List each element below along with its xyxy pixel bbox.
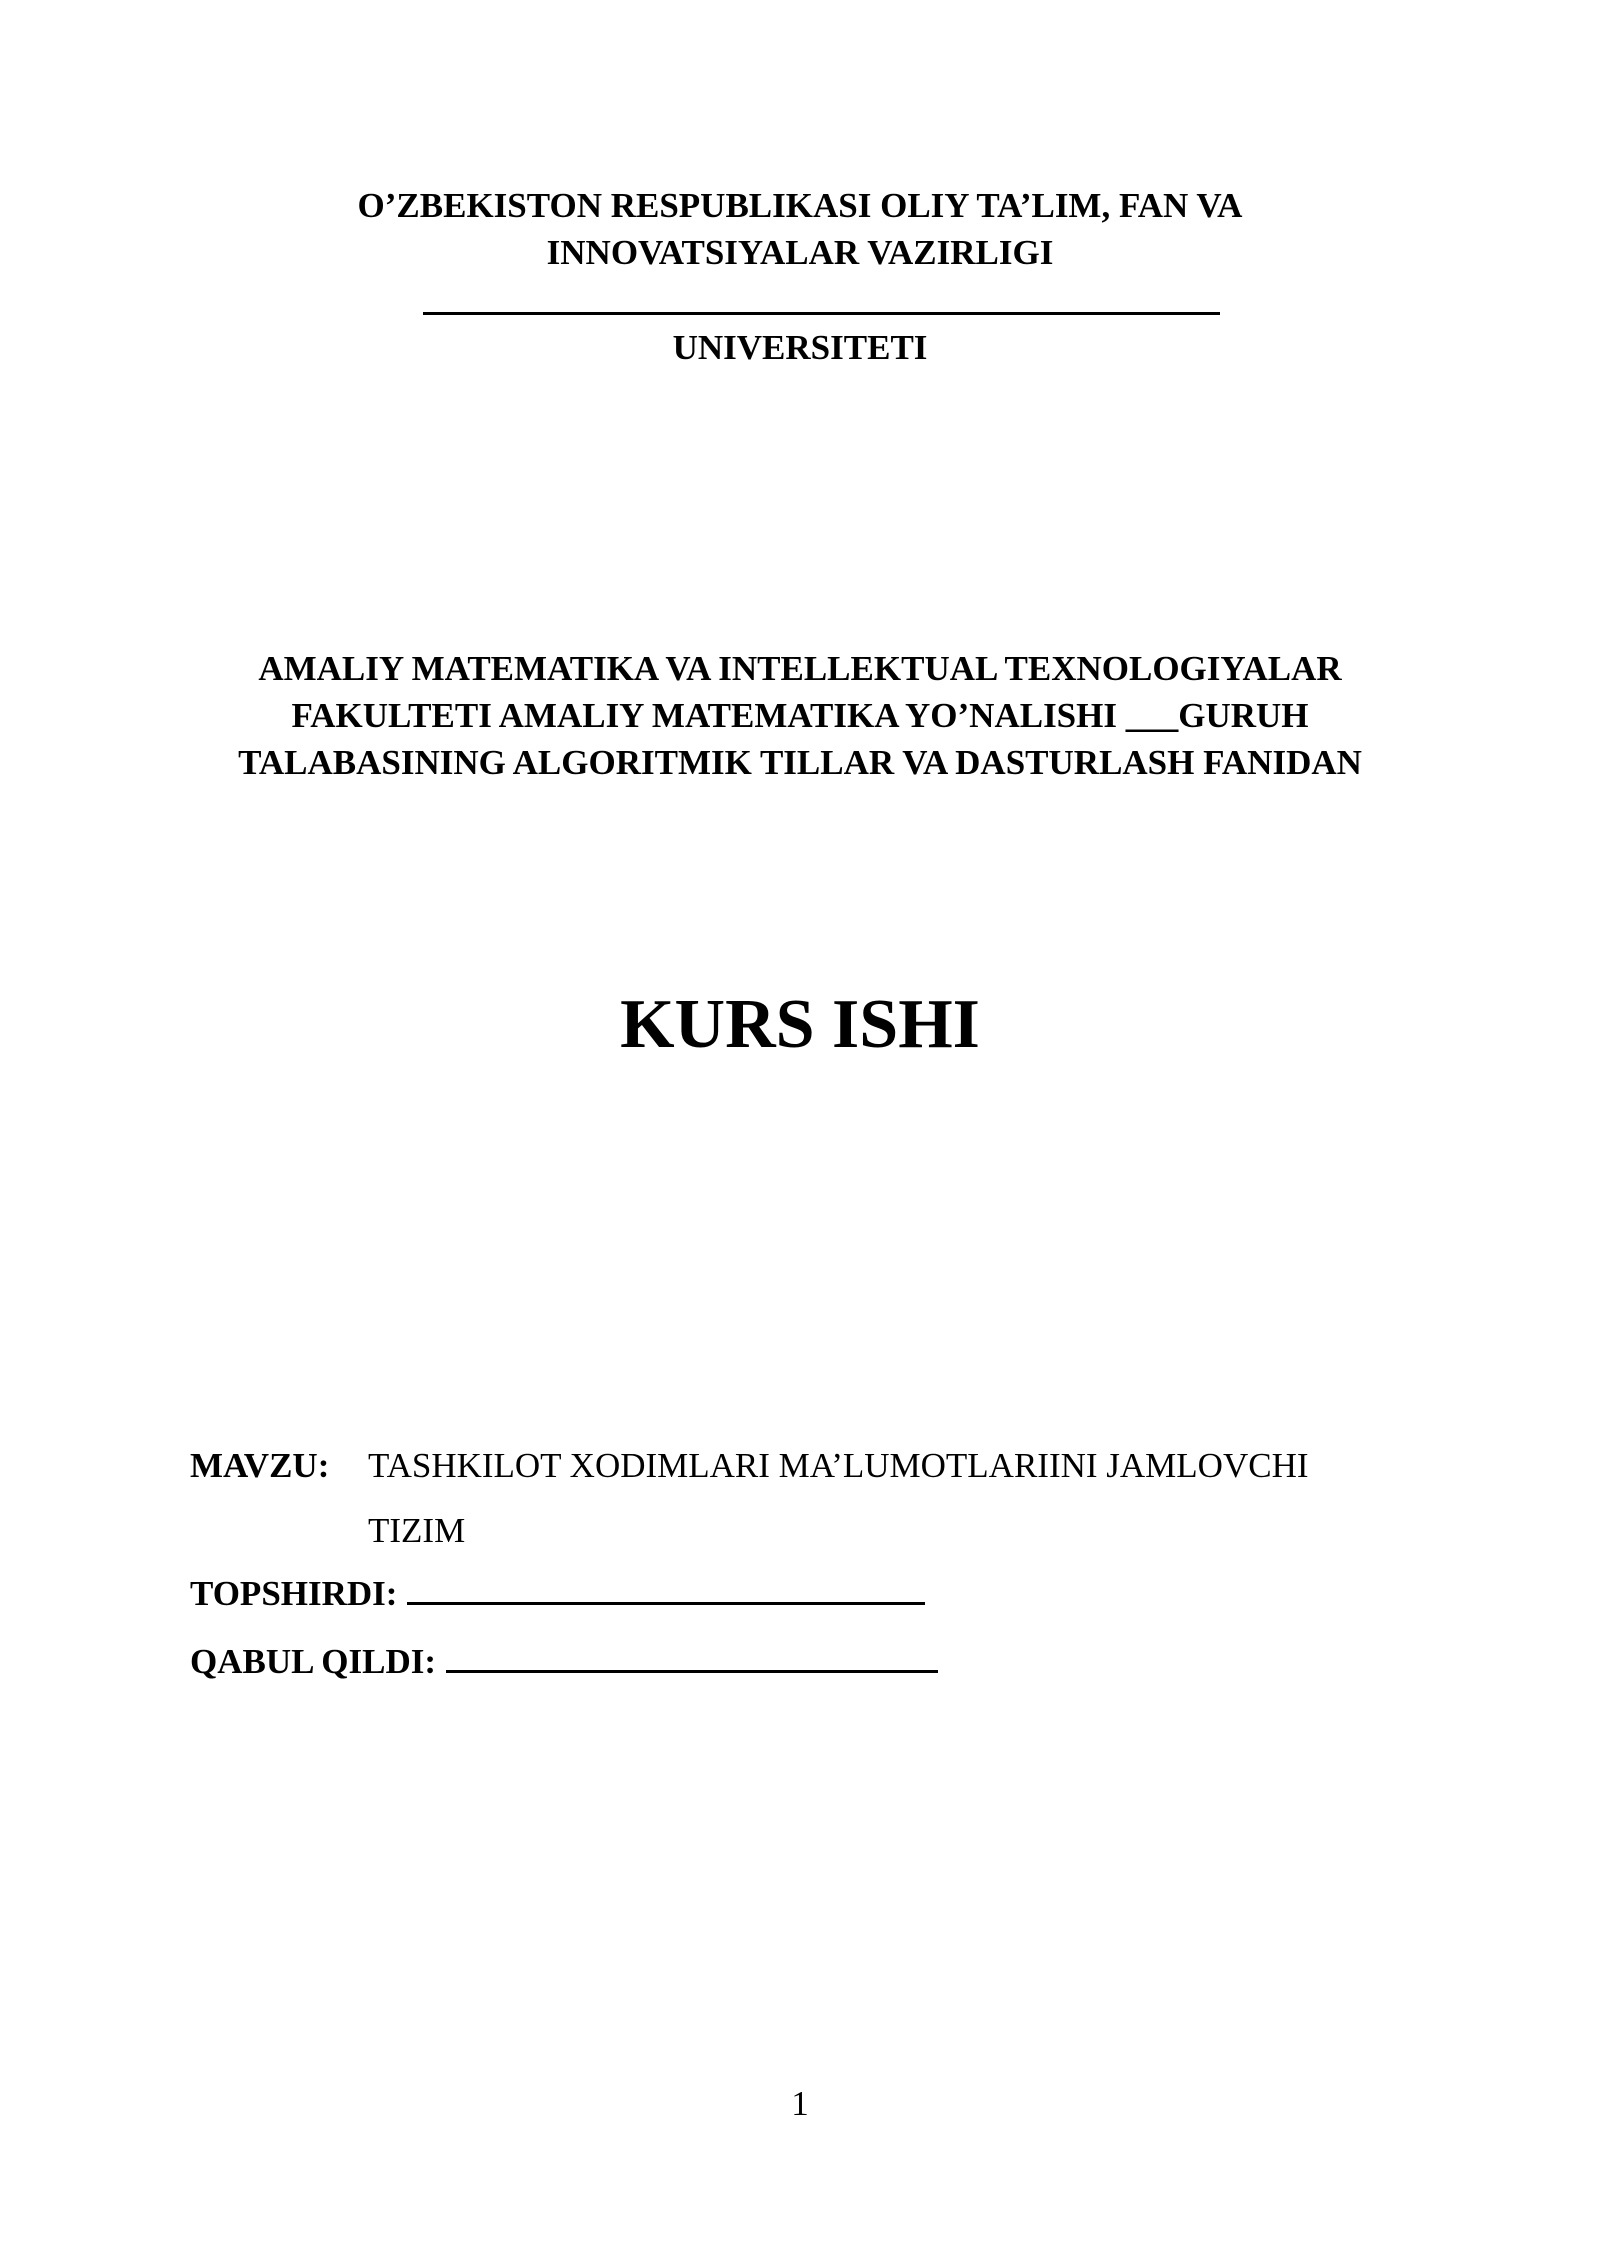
submitted-by-label: TOPSHIRDI: xyxy=(190,1574,398,1613)
submitted-by-row xyxy=(190,1570,925,1617)
accepted-by-label: QABUL QILDI: xyxy=(190,1642,437,1681)
faculty-line-2: FAKULTETI AMALIY MATEMATIKA YO’NALISHI ___GURUH xyxy=(291,696,1309,735)
faculty-line-1: AMALIY MATEMATIKA VA INTELLEKTUAL TEXNOLOGIYALAR xyxy=(258,649,1342,688)
document-type-title: KURS ISHI xyxy=(620,986,980,1063)
topic-label: MAVZU: xyxy=(190,1446,330,1485)
university-label: UNIVERSITETI xyxy=(672,328,928,367)
faculty-heading xyxy=(0,645,1600,786)
faculty-line-3: TALABASINING ALGORITMIK TILLAR VA DASTURLASH FANIDAN xyxy=(238,743,1362,782)
ministry-line-1: O’ZBEKISTON RESPUBLIKASI OLIY TA’LIM, FAN VA xyxy=(357,186,1243,225)
topic-line-2: TIZIM xyxy=(368,1511,466,1550)
topic-text xyxy=(368,1433,1468,1563)
page-number: 1 xyxy=(791,2084,809,2123)
ministry-line-2: INNOVATSIYALAR VAZIRLIGI xyxy=(546,233,1054,272)
ministry-heading xyxy=(0,182,1600,276)
accepted-by-blank-line xyxy=(446,1669,938,1673)
topic-line-1: TASHKILOT XODIMLARI MA’LUMOTLARIINI JAMLOVCHI xyxy=(368,1446,1309,1485)
submitted-by-blank-line xyxy=(407,1601,925,1605)
university-name-blank-line xyxy=(423,312,1220,315)
accepted-by-row xyxy=(190,1638,938,1685)
